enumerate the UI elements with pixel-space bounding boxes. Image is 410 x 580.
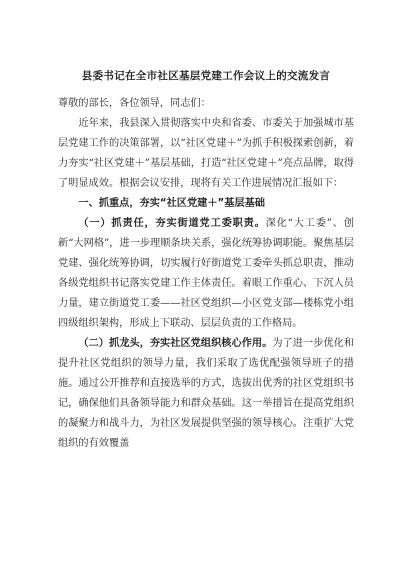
item-text-1: 深化“大工委”、创新“大网格”，进一步理顺条块关系，强化统筹协调职能。聚焦基层党建、强化统筹协调，切实履行好街道党工委牵头抓总职责，推动各级党组织书记落实党建工作主体责任。着眼工作重心、下沉人员力量，建立街道党工委——社区党组织—小区党支部—楼栋党小组四级组织架构，形成上下联动、层层负责的工作格局。 — [58, 218, 355, 329]
item-paragraph-1 — [58, 214, 354, 334]
item-heading-1: （一）抓责任，夯实街道党工委职责。 — [78, 218, 266, 229]
document-body — [58, 94, 354, 454]
item-paragraph-2 — [58, 334, 354, 454]
document-title: 县委书记在全市社区基层党建工作会议上的交流发言 — [81, 70, 331, 82]
intro-paragraph: 近年来，我县深入贯彻落实中央和省委、市委关于加强城市基层党建工作的决策部署，以“社区党建＋”为抓手积极探索创新，着力夯实“社区党建＋”基层基础，打造“社区党建＋”亮点品牌，取得了明显成效。根据会议安排，现将有关工作进展情况汇报如下： — [58, 118, 354, 189]
salutation: 尊敬的部长，各位领导，同志们： — [58, 98, 211, 109]
item-heading-2: （二）抓龙头，夯实社区党组织核心作用。 — [78, 338, 273, 349]
section-heading-1: 一、抓重点，夯实“社区党建＋”基层基础 — [78, 198, 265, 209]
item-text-2: 为了进一步优化和提升社区党组织的领导力量，我们采取了选优配强领导班子的措施。通过公开推荐和直接选举的方式，选拔出优秀的社区党组织书记，确保他们具备领导能力和群众基础。这一举措旨在提高党组织的凝聚力和战斗力，为社区发展提供坚强的领导核心。注重扩大党组织的有效覆盖 — [58, 338, 355, 449]
